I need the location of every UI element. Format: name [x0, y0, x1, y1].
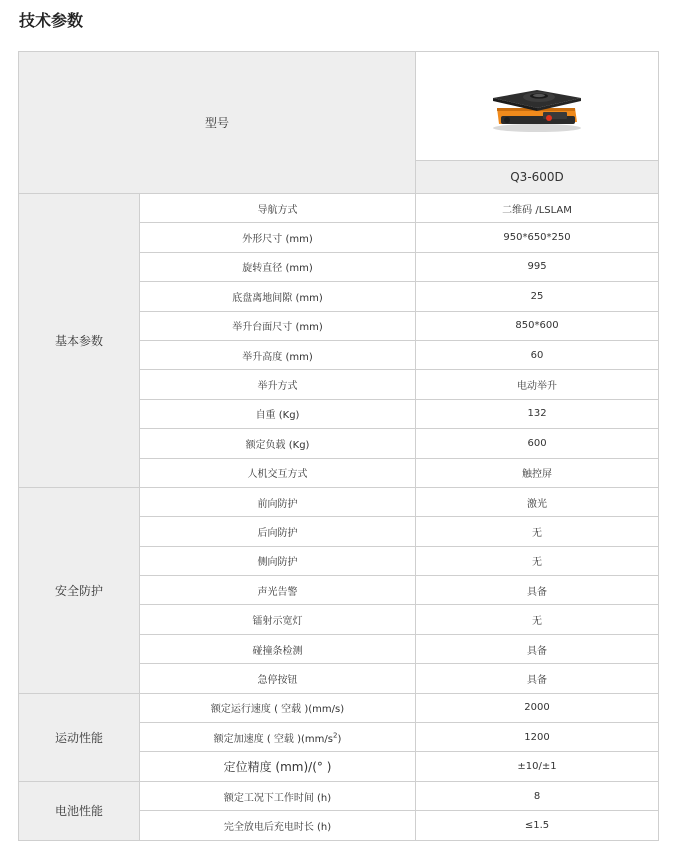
param-label: 举升方式: [140, 370, 416, 399]
param-label: 侧向防护: [140, 546, 416, 575]
param-value: 25: [416, 282, 659, 311]
param-value: 850*600: [416, 311, 659, 340]
model-label: 型号: [19, 52, 416, 194]
agv-robot-icon: [487, 78, 587, 134]
param-value: 激光: [416, 487, 659, 516]
param-label: 举升台面尺寸 (mm): [140, 311, 416, 340]
param-value: 无: [416, 517, 659, 546]
param-value: ≤1.5: [416, 811, 659, 840]
param-label-prefix: 额定加速度 ( 空载 )(mm/s: [213, 733, 333, 745]
param-value: 无: [416, 605, 659, 634]
param-label-sup: 2: [332, 731, 338, 740]
param-label: 定位精度 (mm)/(° ): [140, 752, 416, 781]
param-value: 二维码 /LSLAM: [416, 194, 659, 223]
group-motion: 运动性能: [19, 693, 140, 781]
param-value: 995: [416, 252, 659, 281]
param-label: 底盘离地间隙 (mm): [140, 282, 416, 311]
param-label: 举升高度 (mm): [140, 340, 416, 369]
param-label: 后向防护: [140, 517, 416, 546]
param-value: ±10/±1: [416, 752, 659, 781]
param-label: 碰撞条检测: [140, 634, 416, 663]
param-value: 具备: [416, 576, 659, 605]
param-label: 旋转直径 (mm): [140, 252, 416, 281]
param-label: 自重 (Kg): [140, 399, 416, 428]
group-basic: 基本参数: [19, 194, 140, 488]
param-value: 600: [416, 429, 659, 458]
param-value: 8: [416, 781, 659, 810]
param-label: 镭射示宽灯: [140, 605, 416, 634]
param-value: 电动举升: [416, 370, 659, 399]
param-label: 急停按钮: [140, 664, 416, 693]
param-value: 具备: [416, 634, 659, 663]
param-label: 额定工况下工作时间 (h): [140, 781, 416, 810]
param-label: 声光告警: [140, 576, 416, 605]
param-label-suffix: ): [337, 733, 342, 745]
param-value: 950*650*250: [416, 223, 659, 252]
param-label: 额定负载 (Kg): [140, 429, 416, 458]
param-label: 导航方式: [140, 194, 416, 223]
param-label: 外形尺寸 (mm): [140, 223, 416, 252]
param-label: 额定运行速度 ( 空载 )(mm/s): [140, 693, 416, 722]
param-label: 完全放电后充电时长 (h): [140, 811, 416, 840]
spec-table: [18, 51, 659, 841]
param-label: 人机交互方式: [140, 458, 416, 487]
param-label: 前向防护: [140, 487, 416, 516]
product-image-cell: [416, 52, 659, 161]
group-safety: 安全防护: [19, 487, 140, 693]
group-battery: 电池性能: [19, 781, 140, 840]
page-title: 技术参数: [19, 11, 84, 30]
param-value: 60: [416, 340, 659, 369]
param-value: 1200: [416, 723, 659, 752]
param-label: [140, 723, 416, 752]
param-value: 具备: [416, 664, 659, 693]
param-value: 无: [416, 546, 659, 575]
model-name: Q3-600D: [416, 161, 659, 194]
param-value: 132: [416, 399, 659, 428]
param-value: 2000: [416, 693, 659, 722]
param-value: 触控屏: [416, 458, 659, 487]
